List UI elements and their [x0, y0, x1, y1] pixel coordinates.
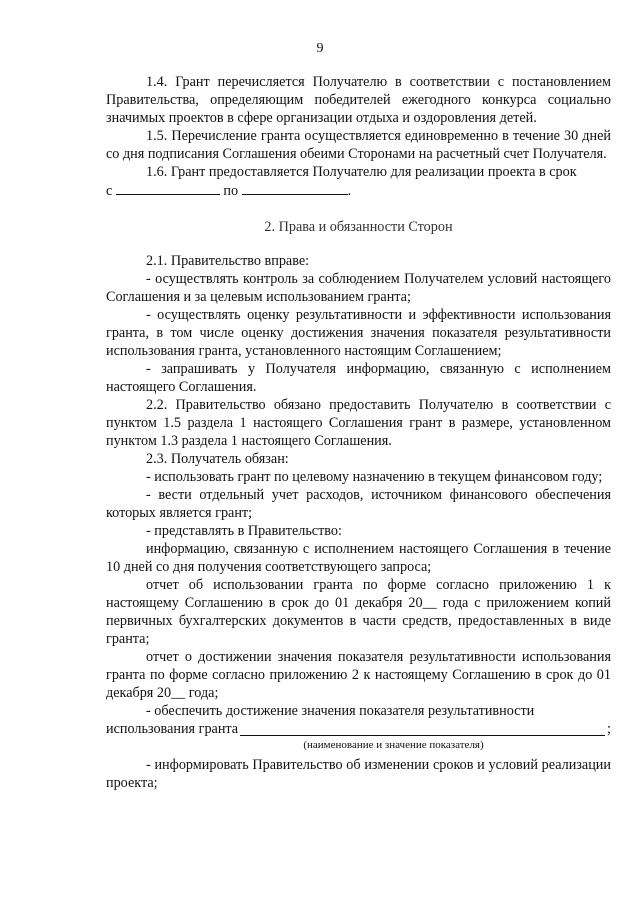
- paragraph-1-6: [106, 163, 611, 181]
- paragraph-2-3-a: - использовать грант по целевому назначению в текущем финансовом году;: [146, 469, 603, 485]
- indicator-label: использования гранта: [106, 721, 239, 737]
- paragraph-2-1-a: - осуществлять контроль за соблюдением Получателем условий настоящего Соглашения и за целевым использованием гранта;: [106, 271, 611, 305]
- indicator-line: [106, 720, 611, 738]
- date-from-label: с: [106, 183, 113, 199]
- date-end-punct: .: [347, 183, 352, 199]
- paragraph-2-1-b: - осуществлять оценку результативности и эффективности использования гранта, в том числе оценку достижения значения показателя результативности использования гранта, установленного настоящим Соглашением;: [106, 307, 611, 359]
- paragraph-1-6-dates: [106, 181, 611, 200]
- paragraph-2-3-c3: отчет о достижении значения показателя результативности использования гранта по форме согласно приложению 2 к настоящему Соглашению в срок до 01 декабря 20__ года;: [106, 649, 611, 701]
- paragraph-2-3-c: - представлять в Правительство:: [146, 523, 342, 539]
- section-2-heading: 2. Права и обязанности Сторон: [264, 219, 453, 235]
- paragraph-2-3-e: - информировать Правительство об изменении сроков и условий реализации проекта;: [106, 757, 611, 791]
- date-to-label: по: [223, 183, 239, 199]
- paragraph-2-3-c2: отчет об использовании гранта по форме согласно приложению 1 к настоящему Соглашению в срок до 01 декабря 20__ года с приложением копий первичных бухгалтерских документов в части средств, предоставленных в виде гранта;: [106, 577, 611, 647]
- paragraph-1-5: 1.5. Перечисление гранта осуществляется единовременно в течение 30 дней со дня подписания Соглашения обеими Сторонами на расчетный счет Получателя.: [106, 128, 611, 162]
- indicator-caption: (наименование и значение показателя): [303, 739, 484, 751]
- paragraph-2-3-b: - вести отдельный учет расходов, источником финансового обеспечения которых является грант;: [106, 487, 611, 521]
- paragraph-2-1-c: - запрашивать у Получателя информацию, связанную с исполнением настоящего Соглашения.: [106, 361, 611, 395]
- indicator-end-punct: ;: [607, 721, 611, 737]
- paragraph-1-6-text: 1.6. Грант предоставляется Получателю для реализации проекта в срок: [146, 164, 577, 180]
- paragraph-2-3-d: - обеспечить достижение значения показателя результативности: [146, 703, 535, 719]
- paragraph-2-3-c1: информацию, связанную с исполнением настоящего Соглашения в течение 10 дней со дня получения соответствующего запроса;: [106, 541, 611, 575]
- document-body: [106, 73, 611, 792]
- indicator-blank: [240, 721, 605, 736]
- paragraph-2-3: 2.3. Получатель обязан:: [146, 451, 289, 467]
- date-from-blank: [116, 181, 220, 195]
- paragraph-1-4: 1.4. Грант перечисляется Получателю в соответствии с постановлением Правительства, определяющим победителей ежегодного конкурса социально значимых проектов в сфере организации отдыха и оздоровления детей.: [106, 74, 611, 126]
- paragraph-2-2: 2.2. Правительство обязано предоставить Получателю в соответствии с пунктом 1.5 раздела 1 настоящего Соглашения грант в размере, установленном пунктом 1.3 раздела 1 настоящего Соглашения.: [106, 397, 611, 449]
- paragraph-2-1: 2.1. Правительство вправе:: [146, 253, 310, 269]
- page-number: 9: [316, 41, 324, 56]
- date-to-blank: [242, 181, 348, 195]
